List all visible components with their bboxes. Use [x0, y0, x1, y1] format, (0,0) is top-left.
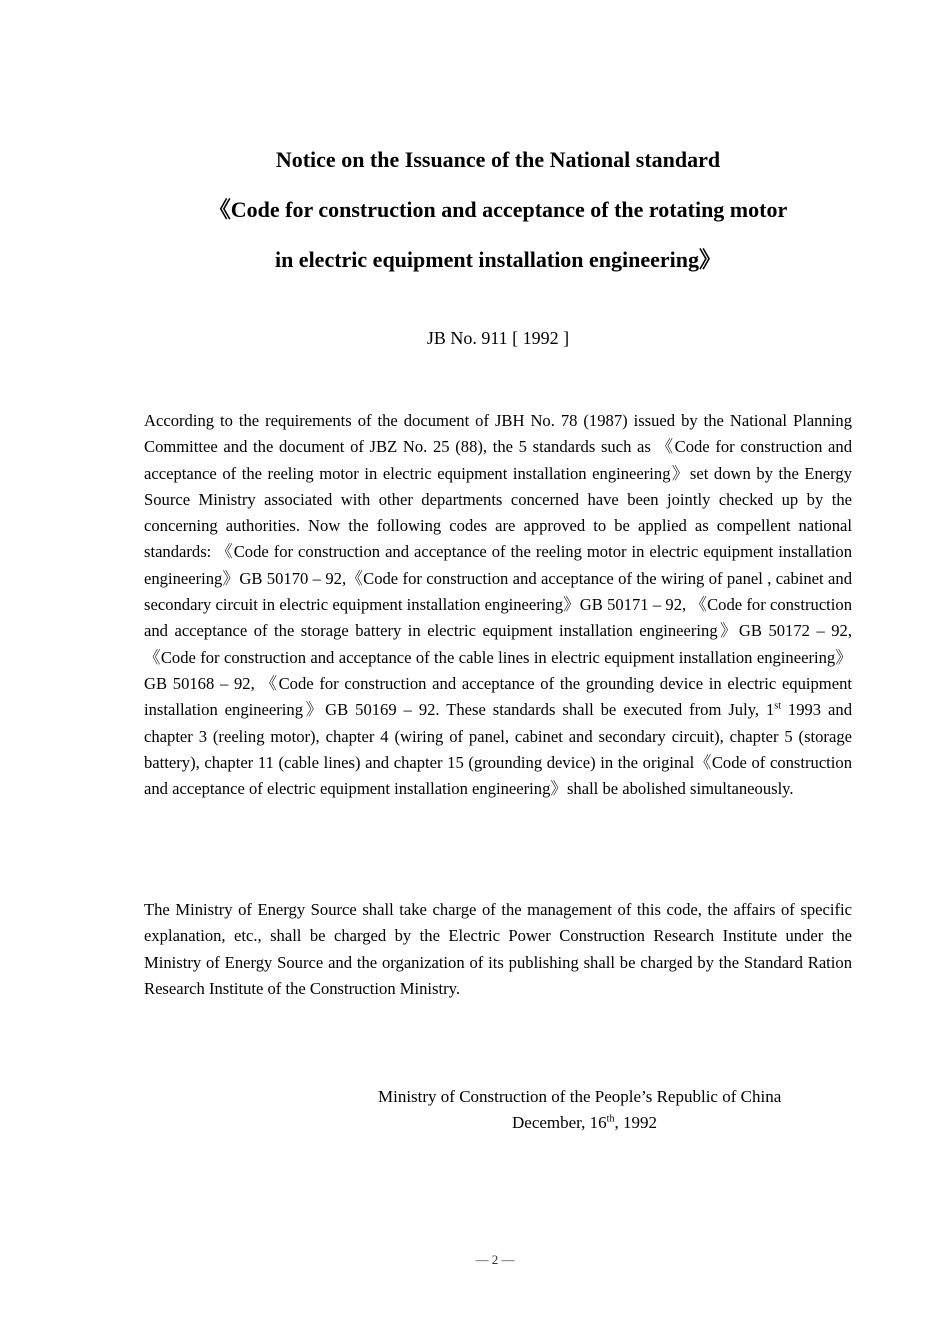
paragraph-1-superscript: st: [774, 700, 781, 712]
page-number: — 2 —: [475, 1252, 515, 1267]
title-line-3: in electric equipment installation engineering》: [274, 247, 722, 272]
date-text-a: December, 16: [512, 1113, 607, 1132]
signature-organization: Ministry of Construction of the People’s Republic of China: [378, 1087, 782, 1106]
date-superscript: th: [606, 1113, 615, 1125]
title-line-2: 《Code for construction and acceptance of the rotating motor: [208, 197, 788, 222]
body-paragraph-1: [144, 408, 852, 802]
title-line-1: Notice on the Issuance of the National standard: [275, 147, 721, 172]
paragraph-1-text-a: According to the requirements of the document of JBH No. 78 (1987) issued by the National Planning Committee and the document of JBZ No. 25 (88), the 5 standards such as 《Code for construction and acceptance of the reeling motor in electric equipment installation engineering》set down by the Energy Source Ministry associated with other departments concerned have been jointly checked up by the concerning authorities. Now the following codes are approved to be applied as compellent national standards: 《Code for construction and acceptance of the reeling motor in electric equipment installation engineering》GB 50170 – 92,《Code for construction and acceptance of the wiring of panel , cabinet and secondary circuit in electric equipment installation engineering》GB 50171 – 92, 《Code for construction and acceptance of the storage battery in electric equipment installation engineering》GB 50172 – 92, 《Code for construction and acceptance of the cable lines in electric equipment installation engineering》GB 50168 – 92, 《Code for construction and acceptance of the grounding device in electric equipment installation engineering》GB 50169 – 92. These standards shall be executed from July, 1: [144, 411, 852, 720]
signature-date: [512, 1109, 657, 1136]
body-paragraph-2: The Ministry of Energy Source shall take charge of the management of this code, the affairs of specific explanation, etc., shall be charged by the Electric Power Construction Research Institute under the Ministry of Energy Source and the organization of its publishing shall be charged by the Standard Ration Research Institute of the Construction Ministry.: [144, 900, 852, 998]
paragraph-1-text-b: 1993 and chapter 3 (reeling motor), chapter 4 (wiring of panel, cabinet and secondary circuit), chapter 5 (storage battery), chapter 11 (cable lines) and chapter 15 (grounding device) in the original《Code of construction and acceptance of electric equipment installation engineering》shall be abolished simultaneously.: [144, 700, 852, 799]
notice-title: [144, 135, 852, 285]
document-number: JB No. 911 [ 1992 ]: [426, 328, 570, 348]
date-text-b: , 1992: [614, 1113, 657, 1132]
